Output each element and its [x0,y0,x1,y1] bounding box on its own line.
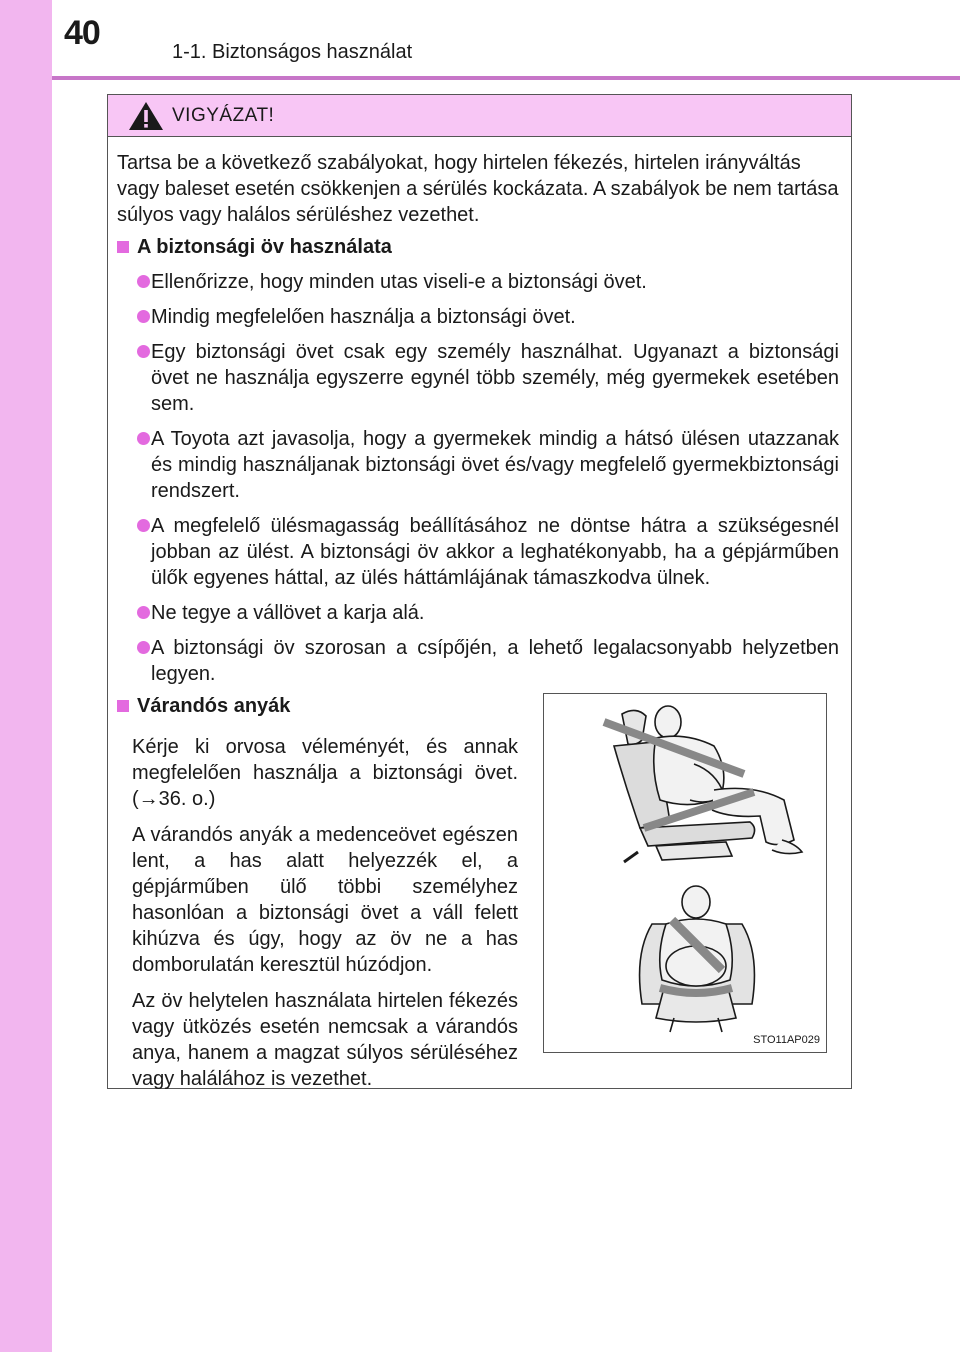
figure-code: STO11AP029 [753,1034,820,1046]
pregnant-heading-text: Várandós anyák [137,695,291,717]
pregnant-seatbelt-illustration [543,693,827,1053]
bullet-text: A megfelelő ülésmagasság beállításához ne döntse hátra a szükségesnél jobban az ülést. A biztonsági öv akkor a leghatékonyabb, ha a gépjárműben ülők egyenes háttal, az ülés háttámlájának támaszkodva ülnek. [151,515,839,589]
bullet-item [117,269,842,295]
pregnant-text [117,734,518,1102]
section-title: 1-1. Biztonságos használat [172,41,413,63]
dot-bullet-icon [137,310,150,323]
seatbelt-heading [117,234,842,260]
square-bullet-icon [117,241,129,253]
warning-header [108,95,851,137]
header-rule [52,76,960,80]
dot-bullet-icon [137,641,150,654]
page-number: 40 [64,14,100,52]
warning-box [107,94,852,1089]
seatbelt-heading-text: A biztonsági öv használata [137,236,392,258]
bullet-item [117,600,842,626]
bullet-item [117,635,842,687]
bullet-text: Egy biztonsági övet csak egy személy használhat. Ugyanazt a biztonsági övet ne használja egyszerre egynél több személy, még gyermekek esetében sem. [151,341,839,415]
dot-bullet-icon [137,606,150,619]
bullet-item [117,426,842,504]
bullet-item [117,339,842,417]
warning-intro: Tartsa be a következő szabályokat, hogy hirtelen fékezés, hirtelen irányváltás vagy baleset esetén csökkenjen a sérülés kockázata. A szabályok be nem tartása súlyos vagy halálos sérüléshez vezethet. [117,152,839,226]
bullet-text: Ellenőrizze, hogy minden utas viseli-e a biztonsági övet. [151,271,647,293]
pregnant-paragraph: A várandós anyák a medenceövet egészen lent, a has alatt helyezzék el, a gépjárműben ülő többi személyhez hasonlóan a biztonsági övet a váll felett kihúzva és úgy, hogy az öv ne a has domborulatán keresztül húzódjon. [132,824,518,976]
bullet-item [117,513,842,591]
bullet-text: Mindig megfelelően használja a biztonsági övet. [151,306,576,328]
dot-bullet-icon [137,432,150,445]
pregnant-paragraph: Az öv helytelen használata hirtelen fékezés vagy ütközés esetén nemcsak a várandós anya, hanem a magzat súlyos sérüléséhez vagy halálához is vezethet. [132,990,518,1090]
bullet-text: A biztonsági öv szorosan a csípőjén, a lehető legalacsonyabb helyzetben legyen. [151,637,839,685]
pregnant-paragraph: Kérje ki orvosa véleményét, és annak megfelelően használja a biztonsági övet. (→36. o.) [132,736,518,810]
dot-bullet-icon [137,275,150,288]
square-bullet-icon [117,700,129,712]
bullet-item [117,304,842,330]
dot-bullet-icon [137,519,150,532]
side-tab-strip [0,0,52,1352]
bullet-text: A Toyota azt javasolja, hogy a gyermekek mindig a hátsó ülésen utazzanak és mindig használjanak biztonsági övet és/vagy megfelelő gyermekbiztonsági rendszert. [151,428,839,502]
bullet-text: Ne tegye a vállövet a karja alá. [151,602,425,624]
seated-front-view-figure [622,884,772,1034]
dot-bullet-icon [137,345,150,358]
warning-triangle-icon [128,101,164,131]
warning-label: VIGYÁZAT! [172,104,275,126]
